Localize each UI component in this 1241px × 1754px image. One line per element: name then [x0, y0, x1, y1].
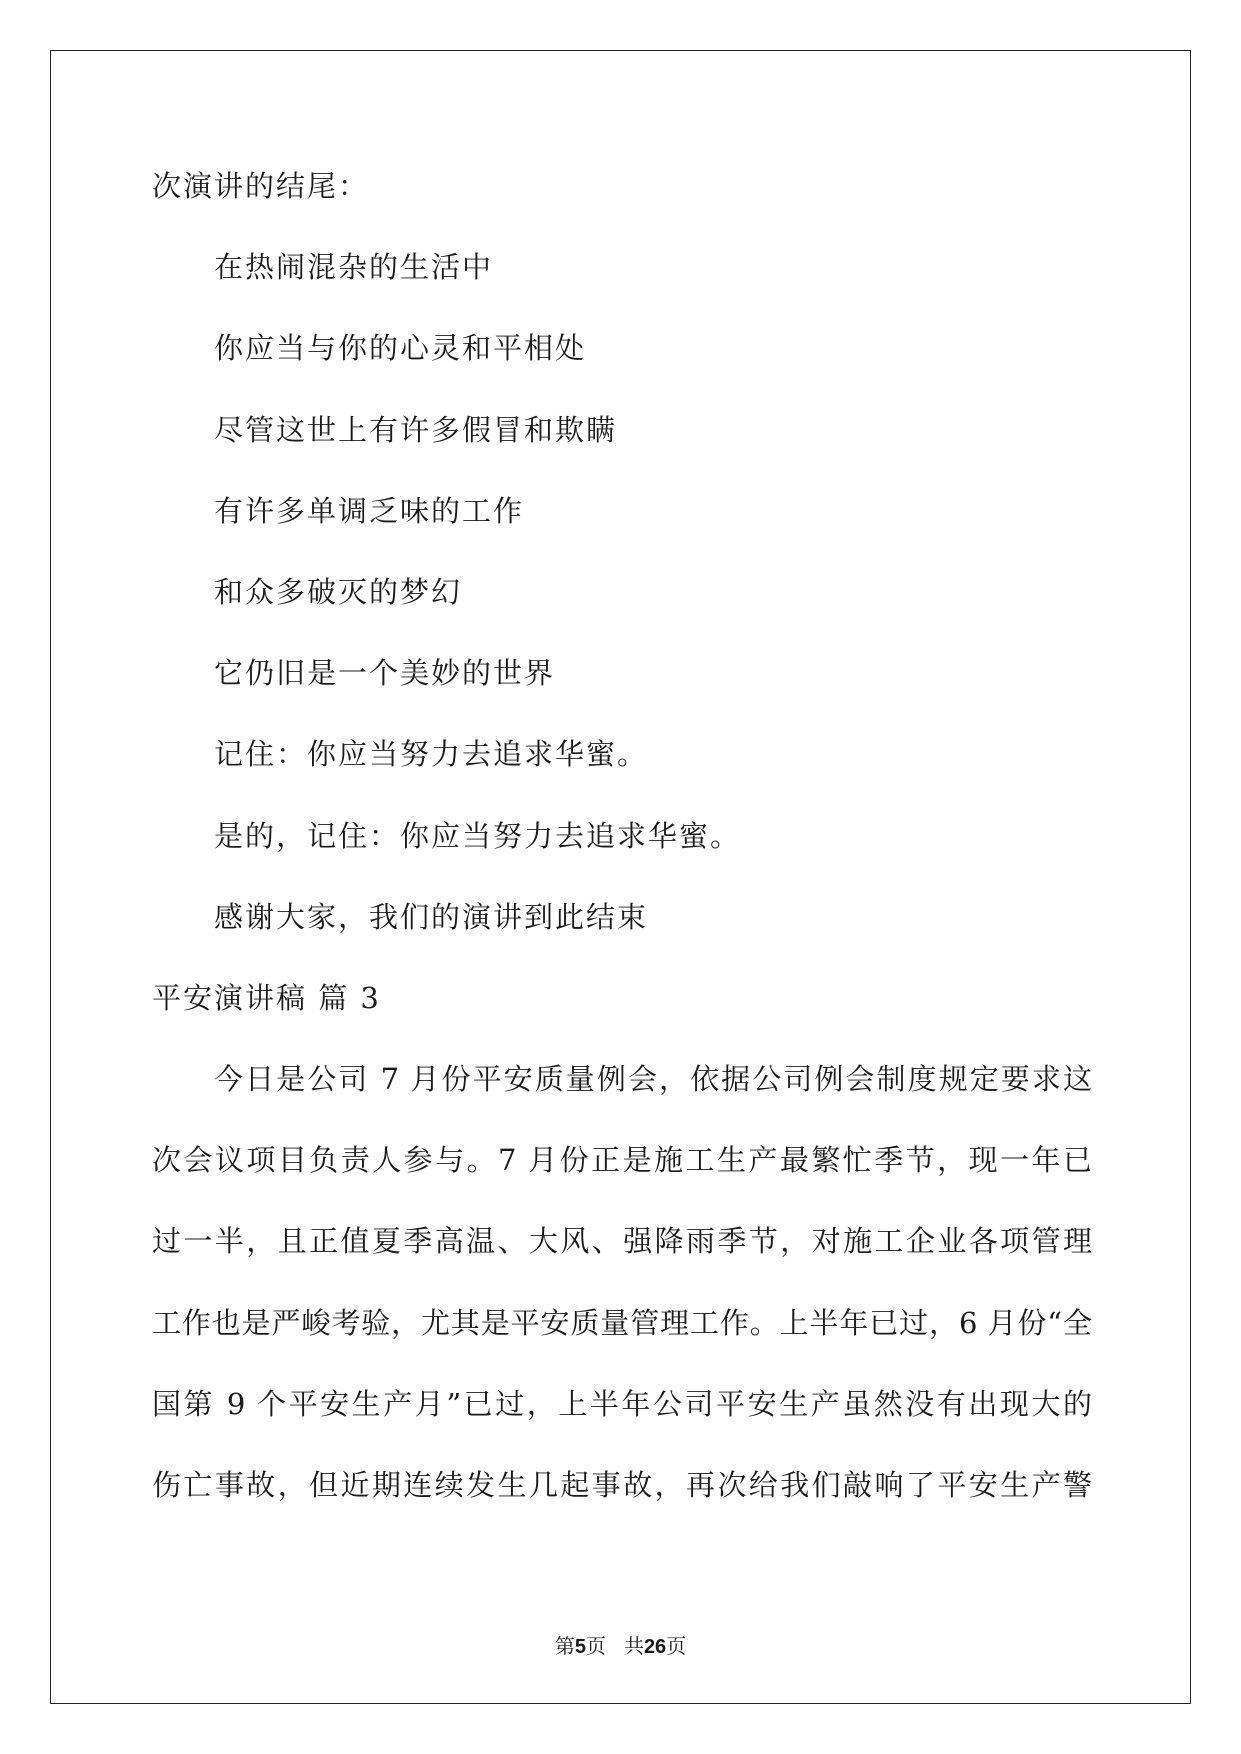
paragraph-line: 次演讲的结尾：	[152, 169, 370, 203]
section-heading: 平安演讲稿 篇 3	[152, 980, 381, 1015]
poem-line: 有许多单调乏味的工作	[214, 493, 525, 528]
poem-line: 在热闹混杂的生活中	[214, 250, 494, 285]
page-footer	[0, 1630, 1241, 1659]
footer-total-prefix: 共	[623, 1634, 644, 1658]
poem-line: 和众多破灭的梦幻	[214, 574, 463, 609]
footer-total-pages: 26	[643, 1636, 667, 1658]
paragraph-line: 伤亡事故，但近期连续发生几起事故，再次给我们敲响了平安生产警	[152, 1468, 1092, 1502]
paragraph-line: 过一半，且正值夏季高温、大风、强降雨季节，对施工企业各项管理	[152, 1224, 1092, 1259]
paragraph-line: 今日是公司 7 月份平安质量例会，依据公司例会制度规定要求这	[214, 1062, 1092, 1097]
poem-line: 尽管这世上有许多假冒和欺瞒	[214, 412, 618, 447]
document-body	[152, 166, 1092, 1546]
closing-line: 感谢大家，我们的演讲到此结束	[214, 899, 649, 934]
footer-page-suffix: 页	[585, 1634, 606, 1658]
footer-total-suffix: 页	[666, 1634, 687, 1658]
poem-line: 记住：你应当努力去追求华蜜。	[214, 737, 649, 772]
footer-page-prefix: 第	[554, 1634, 575, 1658]
paragraph-line: 国第 9 个平安生产月”已过，上半年公司平安生产虽然没有出现大的	[152, 1386, 1092, 1421]
paragraph-line: 工作也是严峻考验，尤其是平安质量管理工作。上半年已过，6 月份“全	[152, 1305, 1092, 1340]
poem-line: 你应当与你的心灵和平相处	[214, 331, 587, 366]
footer-page-number: 5	[574, 1636, 586, 1658]
poem-line: 它仍旧是一个美妙的世界	[214, 656, 556, 691]
poem-line: 是的，记住：你应当努力去追求华蜜。	[214, 818, 742, 853]
paragraph-line: 次会议项目负责人参与。7 月份正是施工生产最繁忙季节，现一年已	[152, 1143, 1092, 1178]
